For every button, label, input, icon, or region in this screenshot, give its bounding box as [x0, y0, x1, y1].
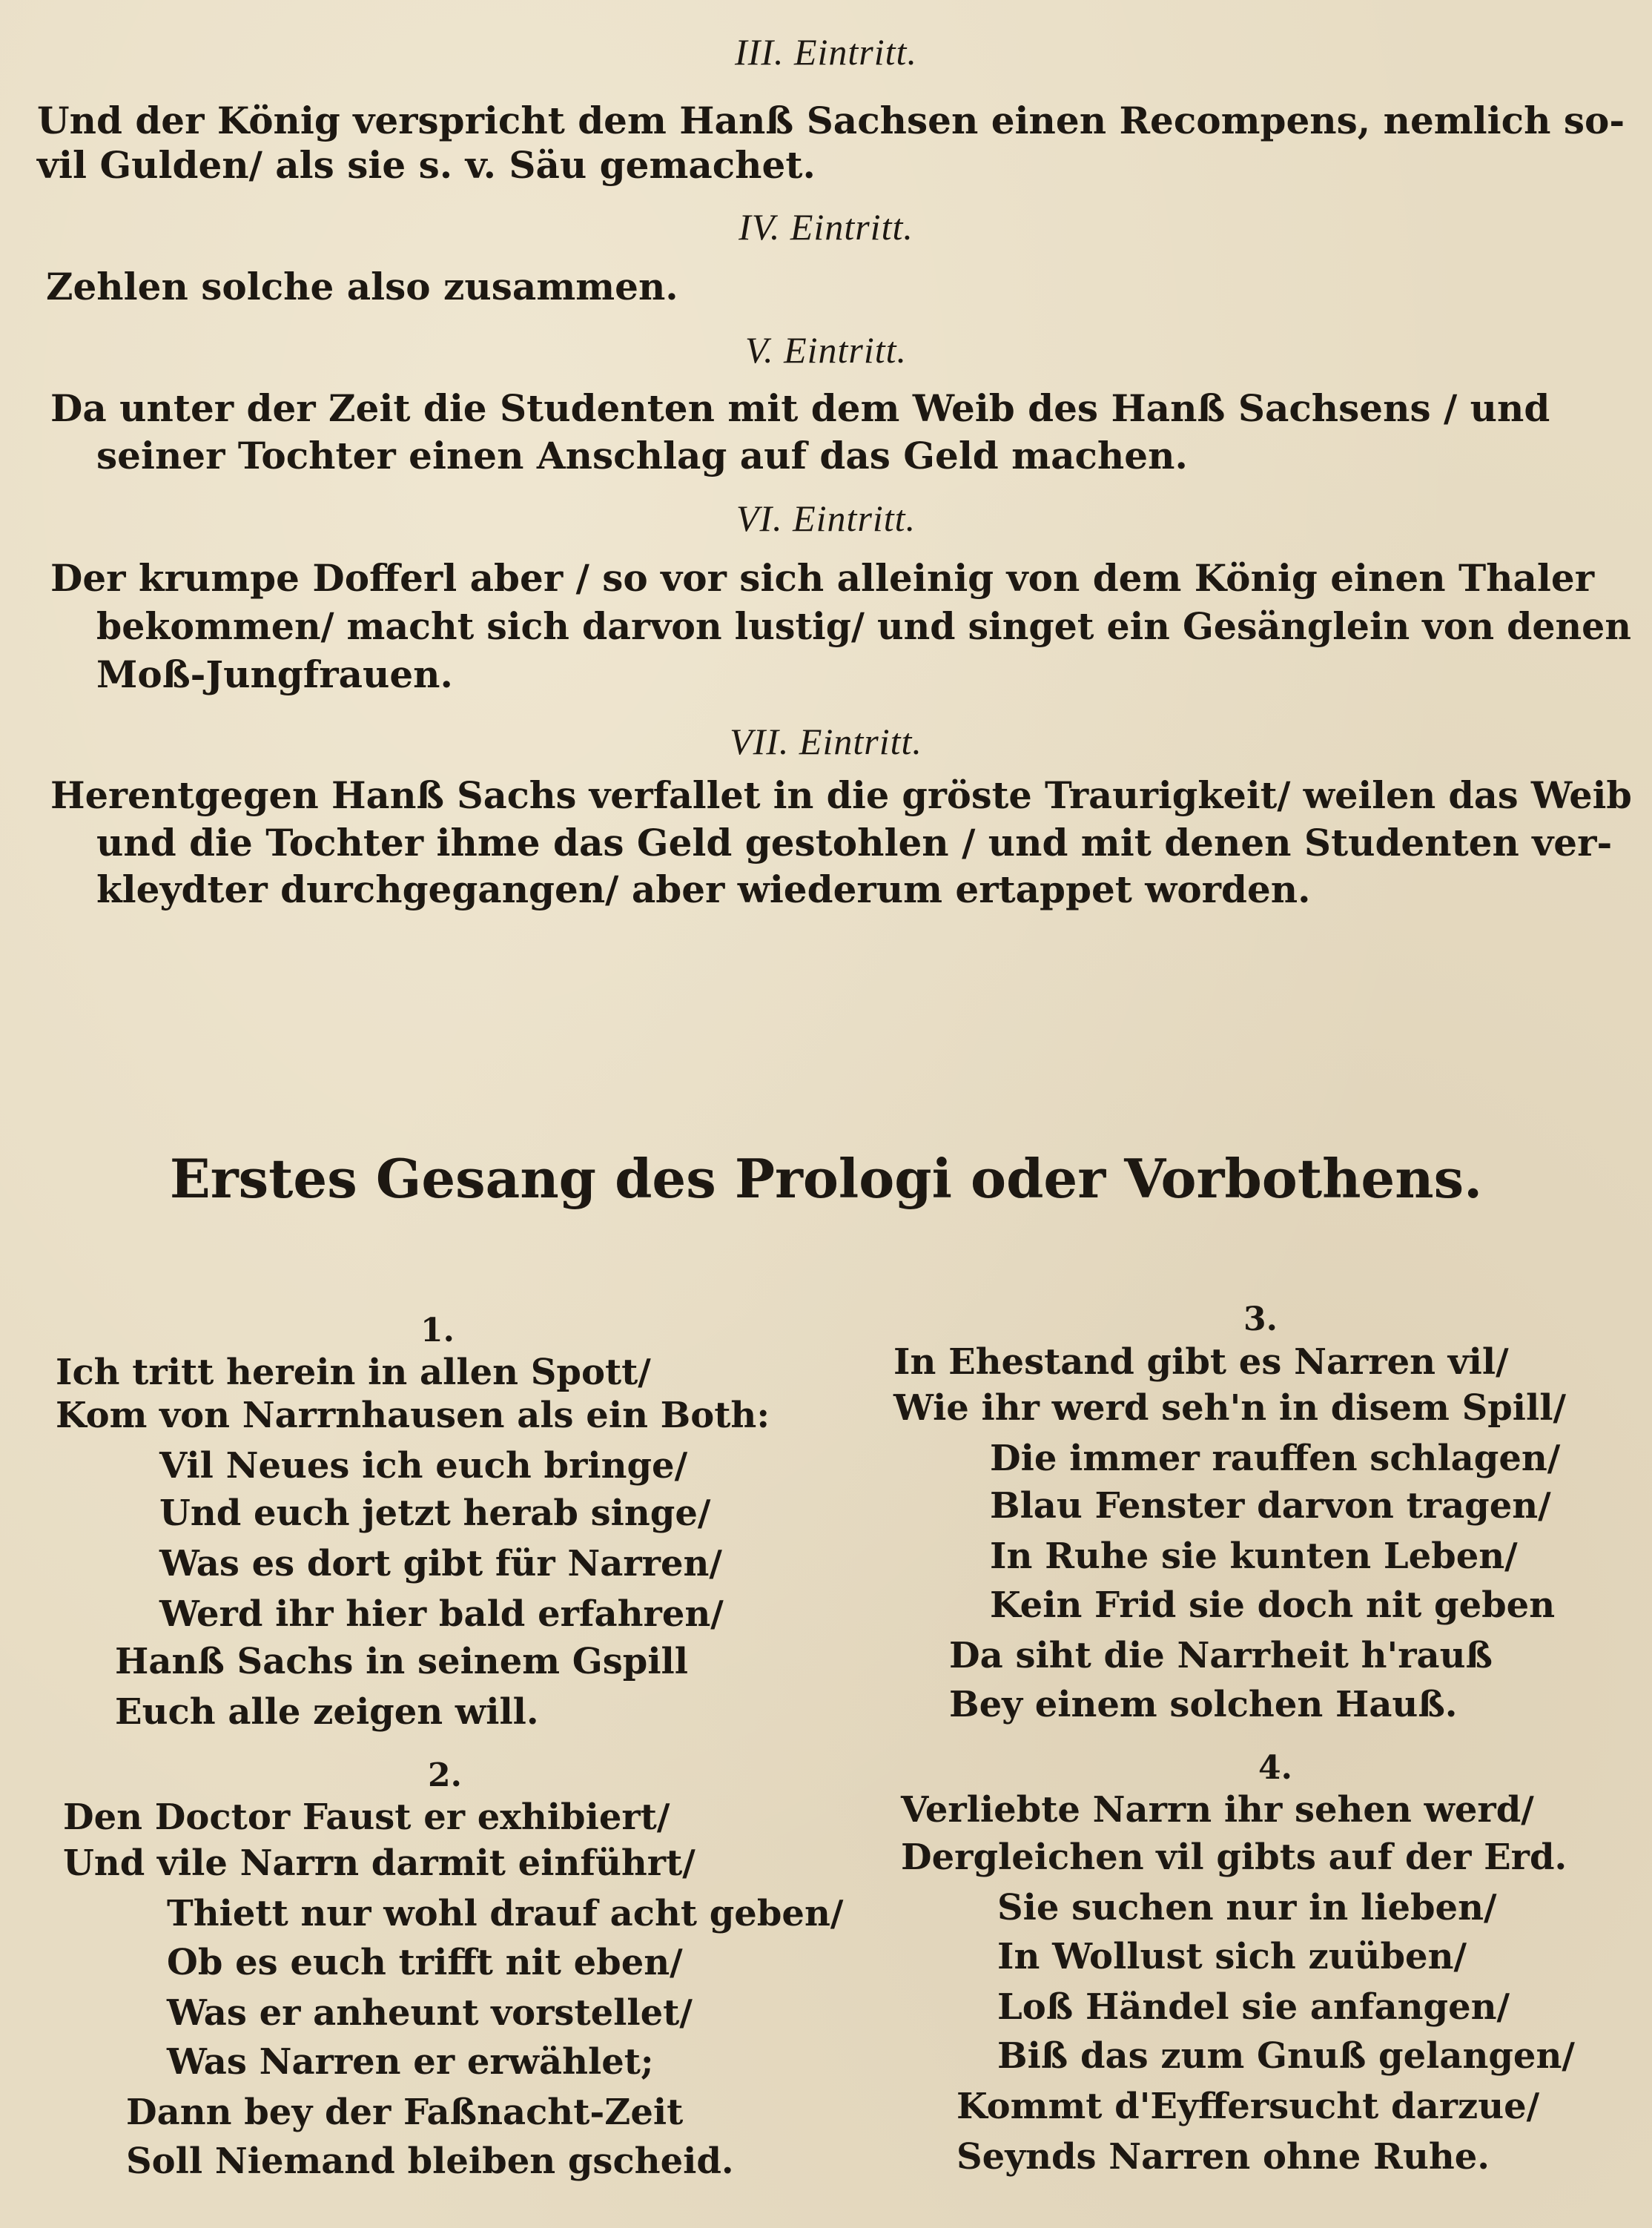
stanza-2-line-8: Soll Niemand bleiben gscheid.	[126, 2141, 734, 2182]
scene-4-line-1: Zehlen solche also zusammen.	[46, 265, 678, 308]
stanza-1-line-1: Ich tritt herein in allen Spott/	[56, 1352, 651, 1393]
stanza-2-line-3: Thiett nur wohl drauf acht geben/	[167, 1893, 844, 1934]
scene-7-line-2: und die Tochter ihme das Geld gestohlen / und mit denen Studenten ver-	[96, 821, 1613, 865]
stanza-1-line-5: Was es dort gibt für Narren/	[159, 1543, 722, 1584]
stanza-4-line-8: Seynds Narren ohne Ruhe.	[956, 2136, 1490, 2178]
scene-heading-3: III. Eintritt.	[735, 31, 917, 73]
stanza-4-line-1: Verliebte Narrn ihr sehen werd/	[901, 1789, 1534, 1831]
stanza-2-line-2: Und vile Narrn darmit einführt/	[63, 1842, 696, 1884]
stanza-3-line-4: Blau Fenster darvon tragen/	[990, 1485, 1551, 1527]
scene-6-line-3: Moß-Jungfrauen.	[96, 652, 453, 696]
stanza-3-line-1: In Ehestand gibt es Narren vil/	[893, 1341, 1509, 1383]
stanza-1-line-7: Hanß Sachs in seinem Gspill	[115, 1641, 689, 1682]
scene-6-line-1: Der krumpe Dofferl aber / so vor sich alleinig von dem König einen Thaler	[50, 556, 1595, 600]
stanza-3-line-7: Da siht die Narrheit h'rauß	[949, 1635, 1493, 1676]
stanza-number-2: 2.	[428, 1756, 462, 1794]
stanza-2-line-5: Was er anheunt vorstellet/	[167, 1992, 693, 2034]
stanza-3-line-6: Kein Frid sie doch nit geben	[990, 1584, 1556, 1626]
stanza-2-line-6: Was Narren er erwählet;	[167, 2041, 654, 2083]
scene-heading-6: VI. Eintritt.	[736, 498, 916, 539]
stanza-3-line-8: Bey einem solchen Hauß.	[949, 1684, 1458, 1725]
scene-heading-7: VII. Eintritt.	[730, 721, 922, 762]
scene-heading-4: IV. Eintritt.	[739, 206, 913, 248]
stanza-4-line-4: In Wollust sich zuüben/	[997, 1936, 1467, 1977]
stanza-2-line-4: Ob es euch trifft nit eben/	[167, 1942, 683, 1983]
scene-5-line-1: Da unter der Zeit die Studenten mit dem Weib des Hanß Sachsens / und	[50, 386, 1550, 430]
stanza-number-3: 3.	[1243, 1300, 1278, 1338]
scene-7-line-3: kleydter durchgegangen/ aber wiederum ertappet worden.	[96, 867, 1311, 911]
stanza-3-line-3: Die immer rauffen schlagen/	[990, 1438, 1561, 1479]
scene-5-line-2: seiner Tochter einen Anschlag auf das Geld machen.	[96, 434, 1188, 477]
scene-7-line-1: Herentgegen Hanß Sachs verfallet in die gröste Traurigkeit/ weilen das Weib	[50, 773, 1632, 817]
stanza-1-line-6: Werd ihr hier bald erfahren/	[159, 1593, 724, 1635]
stanza-4-line-6: Biß das zum Gnuß gelangen/	[997, 2035, 1575, 2077]
stanza-3-line-2: Wie ihr werd seh'n in disem Spill/	[893, 1387, 1567, 1429]
scene-heading-5: V. Eintritt.	[744, 329, 908, 371]
stanza-2-line-1: Den Doctor Faust er exhibiert/	[63, 1796, 670, 1838]
stanza-4-line-7: Kommt d'Eyffersucht darzue/	[956, 2086, 1540, 2127]
stanza-4-line-5: Loß Händel sie anfangen/	[997, 1986, 1510, 2028]
stanza-1-line-4: Und euch jetzt herab singe/	[159, 1493, 711, 1534]
stanza-1-line-3: Vil Neues ich euch bringe/	[159, 1445, 688, 1487]
scene-3-line-2: vil Gulden/ als sie s. v. Säu gemachet.	[37, 143, 816, 187]
scene-6-line-2: bekommen/ macht sich darvon lustig/ und singet ein Gesänglein von denen	[96, 604, 1631, 648]
stanza-1-line-2: Kom von Narrnhausen als ein Both:	[56, 1395, 770, 1436]
stanza-3-line-5: In Ruhe sie kunten Leben/	[990, 1536, 1518, 1577]
stanza-2-line-7: Dann bey der Faßnacht-Zeit	[126, 2092, 684, 2133]
stanza-4-line-3: Sie suchen nur in lieben/	[997, 1887, 1497, 1928]
scene-3-line-1: Und der König verspricht dem Hanß Sachsen einen Recompens, nemlich so-	[37, 99, 1625, 142]
song-title: Erstes Gesang des Prologi oder Vorbothens.	[169, 1147, 1483, 1210]
stanza-number-4: 4.	[1258, 1749, 1292, 1787]
stanza-1-line-8: Euch alle zeigen will.	[115, 1691, 539, 1733]
stanza-4-line-2: Dergleichen vil gibts auf der Erd.	[901, 1837, 1567, 1878]
stanza-number-1: 1.	[420, 1312, 455, 1349]
